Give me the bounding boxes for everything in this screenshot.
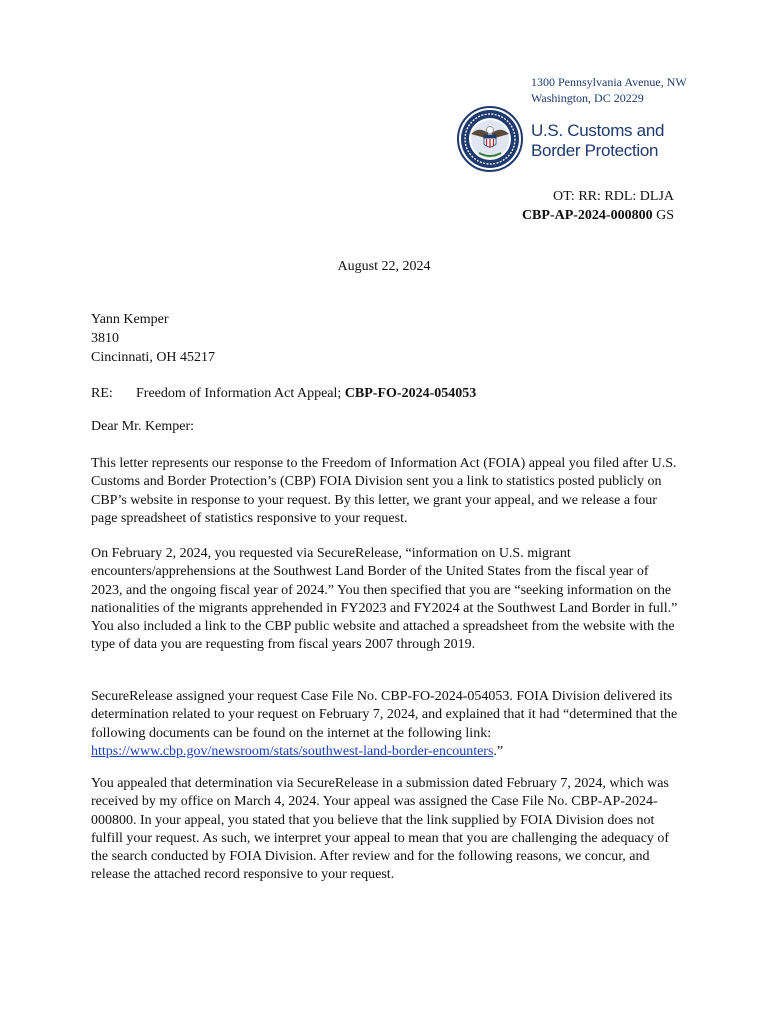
salutation: Dear Mr. Kemper: xyxy=(91,419,195,434)
dhs-cbp-seal-icon xyxy=(457,106,523,172)
agency-name-line-1: U.S. Customs and xyxy=(531,121,665,140)
case-number: CBP-AP-2024-000800 xyxy=(521,208,653,223)
body-paragraph-1: This letter represents our response to the Freedom of Information Act (FOIA) appeal you filed after U.S. Customs and Border Protection’s (CBP) FOIA Division sent you a link to statistics posted publicly on CBP’s website in response to your request. By this letter, we grant your appeal, and we release a four page spreadsheet of statistics responsive to your request. xyxy=(91,456,677,526)
recipient-block xyxy=(91,310,215,367)
case-number-line xyxy=(522,206,674,225)
recipient-city: Cincinnati, OH 45217 xyxy=(91,350,216,365)
letter-date: August 22, 2024 xyxy=(337,259,431,274)
subject-line xyxy=(91,384,476,403)
body-paragraph-3 xyxy=(91,688,681,761)
recipient-line-2: 3810 xyxy=(91,331,119,346)
address-line-2: Washington, DC 20229 xyxy=(531,91,644,105)
office-code: OT: RR: RDL: DLJA xyxy=(552,189,674,204)
case-suffix: GS xyxy=(652,208,674,223)
recipient-name: Yann Kemper xyxy=(91,312,169,327)
paragraph-3-text: SecureRelease assigned your request Case File No. CBP-FO-2024-054053. FOIA Division delivered its determination related to your request on February 7, 2024, and explained that it had “determined that the following documents can be found on the internet at the following link: xyxy=(91,689,678,741)
paragraph-3-end: .” xyxy=(493,743,504,759)
agency-name xyxy=(531,121,664,161)
agency-address xyxy=(531,74,687,106)
agency-name-line-2: Border Protection xyxy=(531,141,659,160)
subject-case-number: CBP-FO-2024-054053 xyxy=(344,386,477,401)
reference-block xyxy=(522,187,674,225)
subject-text: Freedom of Information Act Appeal; xyxy=(136,386,345,401)
subject-label: RE: xyxy=(91,386,113,401)
body-paragraph-4: You appealed that determination via SecureRelease in a submission dated February 7, 2024, which was received by my office on March 4, 2024. Your appeal was assigned the Case File No. CBP-AP-2024-000800. In your appeal, you stated that you believe that the link supplied by FOIA Division does not fulfill your request. As such, we interpret your appeal to mean that you are challenging the adequacy of the search conducted by FOIA Division. After review and for the following reasons, we concur, and release the attached record responsive to your request. xyxy=(91,776,670,883)
address-line-1: 1300 Pennsylvania Avenue, NW xyxy=(531,75,687,89)
encounters-link[interactable]: https://www.cbp.gov/newsroom/stats/southwest-land-border-encounters xyxy=(91,743,494,759)
body-paragraph-2: On February 2, 2024, you requested via SecureRelease, “information on U.S. migrant encounters/apprehensions at the Southwest Land Border of the United States from the fiscal year of 2023, and the ongoing fiscal year of 2024.” You then specified that you are “seeking information on the nationalities of the migrants apprehended in FY2023 and FY2024 at the Southwest Land Border in full.” You also included a link to the CBP public website and attached a spreadsheet from the website with the type of data you are requesting from fiscal years 2007 through 2019. xyxy=(91,546,678,653)
